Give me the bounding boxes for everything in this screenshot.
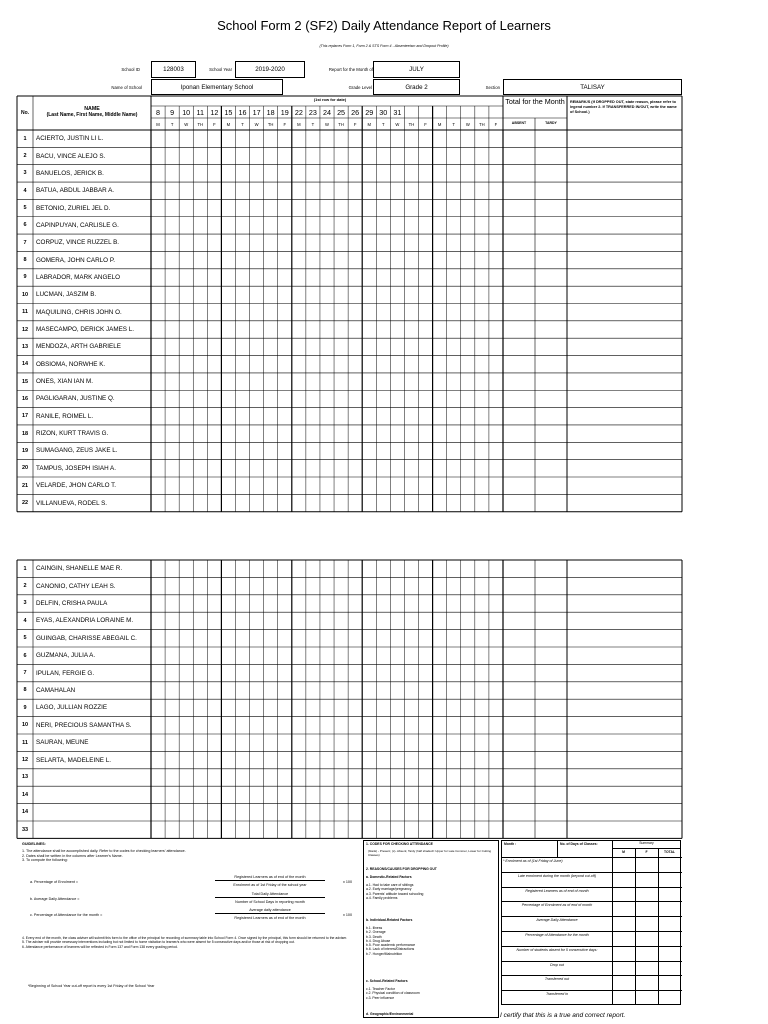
date-cell[interactable]: 30 [379, 107, 388, 117]
guideline-item: 6. Attendance performance of learners will be reflected in Form 137 and Form 138 every grading period. [22, 944, 178, 949]
guideline-item: 5. The adviser will provide necessary interventions including but not limited to home visitation to learner/s who were absent for 5 consecutive days and/or those at risk of dropping out. [22, 940, 295, 945]
learner-name: BACU, VINCE ALEJO S. [36, 152, 106, 160]
formula-a-label: a. Percentage of Enrolment = [30, 880, 79, 884]
row-number: 14 [21, 809, 29, 816]
formula-c-label: c. Percentage of Attendance for the month = [30, 913, 103, 917]
summary-row-label: Transferred in [545, 992, 569, 997]
learner-name: MASECAMPO, DERICK JAMES L. [36, 326, 134, 334]
row-number: 22 [21, 500, 29, 507]
row-number: 7 [23, 670, 27, 677]
learner-name: CAINGIN, SHANELLE MAE R. [36, 565, 123, 573]
summary-divider [557, 840, 558, 857]
learner-name: CORPUZ, VINCE RUZZEL B. [36, 239, 120, 247]
guideline-item: 3. To compute the following: [22, 858, 68, 863]
reason-item: b.1. Illness [366, 926, 383, 930]
row-number: 15 [21, 378, 29, 385]
guideline-item: 2. Dates shall be written in the columns after Learner's Name. [22, 853, 123, 858]
row-number: 10 [21, 722, 29, 729]
absent-header: ABSENT [511, 121, 527, 125]
learner-name: RIZON, KURT TRAVIS G. [36, 430, 109, 438]
row-number: 11 [22, 739, 28, 746]
summary-row-label: Number of students absent for 5 consecutive days: [516, 947, 598, 952]
learner-name: PAGLIGARAN, JUSTINE Q. [36, 395, 115, 403]
cutoff-footnote: *Beginning of School Year cut-off report is every 1st Friday of the School Year [28, 984, 155, 988]
learner-name: ONES, XIAN IAN M. [36, 378, 94, 386]
row-number: 12 [21, 757, 29, 764]
codes-heading: 1. CODES FOR CHECKING ATTENDANCE [366, 842, 433, 846]
learner-name: MAQUILING, CHRIS JOHN O. [36, 308, 122, 316]
weekday-cell: F [283, 121, 287, 127]
learner-name: BATUA, ABDUL JABBAR A. [36, 187, 115, 195]
date-cell[interactable] [433, 106, 447, 118]
learner-name: GUZMANA, JULIA A. [36, 652, 96, 660]
learner-name: NERI, PRECIOUS SAMANTHA S. [36, 721, 132, 729]
learner-name: DELFIN, CRISHA PAULA [36, 599, 108, 607]
school-year-field[interactable]: 2019-2020 [235, 61, 305, 78]
domestic-factors-list [366, 883, 423, 900]
summary-f-header: F [645, 850, 648, 854]
summary-row-line [501, 901, 682, 902]
learner-name: EYAS, ALEXANDRIA LORAINE M. [36, 617, 134, 625]
school-id-field[interactable]: 128003 [151, 61, 196, 78]
remarks-header: REMARK/S (If DROPPED OUT, state reason, please refer to legend number 2. If TRANSFERRED IN/OUT, write the name of School.) [570, 100, 677, 114]
date-cell[interactable]: 10 [182, 107, 191, 117]
row-number: 21 [21, 482, 29, 489]
date-cell[interactable] [475, 106, 489, 118]
col-name-subheader: (Last Name, First Name, Middle Name) [46, 112, 138, 118]
summary-row-line [501, 931, 682, 932]
summary-label: Summary [639, 841, 654, 845]
reason-item: c.3. Peer influence [366, 995, 395, 1000]
date-cell[interactable]: 12 [210, 107, 219, 117]
row-number: 11 [22, 309, 28, 316]
learner-name: SELARTA, MADELEINE L. [36, 756, 112, 764]
row-number: 9 [23, 274, 27, 281]
guidelines-list-2 [22, 936, 357, 949]
formula-b-numerator: Total Daily Attendance [215, 892, 325, 898]
reason-item: b.5. Poor academic performance [366, 943, 416, 948]
weekday-cell: T [382, 121, 385, 127]
weekday-cell: M [437, 121, 442, 127]
section-label: Section [485, 85, 500, 90]
weekday-cell: M [297, 121, 301, 127]
learner-name: GUINGAB, CHARISSE ABEGAIL C. [36, 634, 137, 642]
row-number: 16 [21, 395, 29, 402]
row-number: 5 [23, 205, 27, 212]
summary-m-header: M [622, 850, 625, 854]
learner-name: GOMERA, JOHN CARLO P. [36, 256, 115, 264]
summary-row-label: Percentage of Attendance for the month [525, 933, 589, 937]
domestic-heading: a. Domestic-Related Factors [366, 875, 412, 879]
reason-item: b.7. Hunger/Malnutrition [366, 951, 403, 956]
weekday-cell: F [424, 121, 427, 127]
row-number: 14 [21, 791, 29, 798]
summary-row-label: Transferred out [544, 977, 570, 982]
summary-month-label: Month : [504, 842, 517, 846]
learner-name: VILLANUEVA, RODEL S. [36, 499, 108, 507]
learner-name: SUMAGANG, ZEUS JAKE L. [36, 447, 118, 455]
guideline-item: 1. The attendance shall be accomplished daily. Refer to the codes for checking learners' attendance. [22, 849, 186, 853]
date-cell[interactable] [461, 106, 475, 118]
grade-field[interactable]: Grade 2 [373, 79, 460, 95]
learner-name: CAPINPUYAN, CARLISLE G. [36, 221, 119, 229]
row-number: 33 [21, 826, 29, 833]
date-cell[interactable]: 8 [156, 107, 161, 117]
summary-divider [612, 840, 613, 1005]
formula-b-label: b. Average Daily Attendance = [30, 897, 80, 901]
weekday-cell: TH [197, 121, 204, 127]
guidelines-heading: GUIDELINES: [22, 842, 46, 846]
weekday-cell: T [241, 121, 244, 127]
row-number: 6 [23, 652, 27, 659]
weekday-cell: W [395, 121, 400, 127]
tardy-header: TARDY [545, 121, 557, 125]
row-number: 10 [21, 291, 29, 298]
learner-name: CANONIO, CATHY LEAH S. [36, 582, 116, 590]
formula-c-numerator: Average daily attendance [215, 908, 325, 914]
certify-statement: I certify that this is a true and correct report. [500, 1012, 626, 1019]
reason-item: b.3. Death [366, 934, 382, 939]
summary-row-label: Late enrolment during the month (beyond cut-off) [517, 873, 597, 878]
date-cell[interactable]: 29 [365, 107, 374, 117]
weekday-cell: TH [338, 121, 344, 127]
summary-row-line [501, 990, 682, 991]
learner-name: IPULAN, FERGIE G. [36, 669, 95, 677]
learner-name: SAURAN, MEUNE [36, 739, 89, 747]
reason-item: b.4. Drug Abuse [366, 938, 391, 943]
date-cell[interactable]: 11 [196, 107, 204, 117]
summary-total-header: TOTAL [664, 850, 675, 854]
row-number: 13 [21, 343, 29, 350]
weekday-cell: F [213, 121, 216, 127]
learner-name: LAGO, JULLIAN ROZZIE [36, 704, 108, 712]
reason-item: a.1. Had to take care of siblings [366, 883, 414, 887]
row-number: 12 [21, 326, 29, 333]
summary-row-line [501, 872, 682, 873]
col-name-header: NAME [84, 106, 100, 112]
reason-item: c.1. Teacher Factor [366, 987, 395, 991]
learner-name: LUCMAN, JASZIM B. [36, 291, 97, 299]
col-no-header: No. [20, 110, 30, 116]
date-cell[interactable]: 16 [238, 107, 247, 117]
date-cell[interactable] [447, 106, 461, 118]
weekday-cell: W [465, 121, 470, 127]
dates-caption: (1st row for date) [313, 97, 347, 102]
learner-name: VELARDE, JHON CARLO T. [36, 482, 117, 490]
school-name-label: Name of School [111, 85, 142, 90]
individual-heading: b. Individual-Related Factors [366, 918, 413, 922]
date-cell[interactable]: 26 [351, 107, 360, 117]
individual-factors-list [366, 926, 415, 956]
date-cell[interactable]: 17 [252, 107, 261, 117]
date-cell[interactable] [419, 106, 433, 118]
summary-row-label: Average Daily Attendance [536, 918, 578, 923]
formula-a-multiplier: x 100 [343, 880, 353, 884]
row-number: 14 [21, 361, 29, 368]
total-month-header: Total for the Month [505, 97, 565, 106]
report-month-field[interactable]: JULY [373, 61, 460, 78]
school-factors-list [366, 987, 420, 1000]
date-cell[interactable]: 24 [322, 107, 331, 117]
row-number: 2 [23, 153, 27, 160]
date-cell[interactable]: 23 [308, 107, 317, 117]
date-cell[interactable]: 9 [170, 107, 175, 117]
learner-name: BETONIO, ZURIEL JEL D. [36, 204, 111, 212]
weekday-cell: W [325, 121, 329, 127]
school-factors-heading: c. School-Related Factors [366, 979, 408, 983]
row-number: 4 [23, 617, 27, 624]
weekday-cell: TH [408, 121, 415, 127]
summary-row-label: Percentage of Enrolment as of end of month [521, 903, 593, 908]
row-number: 8 [23, 257, 27, 264]
learner-name [33, 786, 151, 803]
codes-description: (blank) - Present; (x)- Absent; Tardy (half shaded= Upper for Late Commer, Lower for Cutting Classes) [368, 849, 492, 857]
summary-row-label: Drop out [550, 962, 564, 967]
weekday-cell: T [452, 121, 455, 127]
date-cell[interactable]: 31 [393, 107, 402, 117]
weekday-cell: M [156, 121, 160, 127]
date-cell[interactable]: 18 [266, 107, 275, 117]
date-cell[interactable]: 22 [294, 107, 303, 117]
summary-row-line [501, 916, 682, 917]
learner-name [33, 769, 151, 786]
school-name-field[interactable]: Iponan Elementary School [151, 79, 283, 95]
summary-days-label: No. of Days of Classes: [560, 842, 598, 846]
row-number: 7 [23, 239, 27, 246]
learner-name: MENDOZA, ARTH GABRIELE [36, 343, 121, 351]
summary-row-label: * Enrolment as of (1st Friday of June) [503, 859, 563, 863]
learner-name: ACIERTO, JUSTIN LI L. [36, 135, 104, 143]
reason-item: c.2. Physical condition of classroom [366, 991, 420, 996]
row-number: 2 [23, 583, 27, 590]
report-month-label: Report for the Month of [328, 67, 373, 72]
summary-row-line [501, 975, 682, 976]
formula-b-denominator: Number of School Days in reporting month [235, 900, 305, 904]
row-number: 3 [23, 600, 27, 607]
weekday-cell: F [353, 121, 357, 127]
reason-item: b.6. Lack of interest/Distractions [366, 947, 415, 952]
row-number: 8 [23, 687, 27, 694]
date-cell[interactable]: 19 [280, 107, 289, 117]
section-field[interactable]: TALISAY [503, 79, 682, 95]
reason-item: b.2. Overage [366, 930, 386, 935]
formula-c-denominator: Registered Learners as of end of the month [234, 916, 306, 920]
weekday-cell: M [367, 121, 371, 127]
reason-item: a.3. Parents' attitude toward schooling [366, 891, 424, 896]
learner-name: TAMPUS, JOSEPH ISIAH A. [36, 464, 117, 472]
summary-row-line [501, 946, 682, 947]
date-cell[interactable]: 25 [337, 107, 346, 117]
weekday-cell: TH [267, 121, 274, 127]
row-number: 5 [23, 635, 27, 642]
row-number: 19 [21, 447, 29, 454]
learner-name [33, 804, 151, 821]
summary-row-line [501, 857, 682, 858]
summary-row-line [501, 961, 682, 962]
school-year-label: School Year [209, 67, 232, 72]
reasons-heading: 2. REASONS/CAUSES FOR DROPPING OUT [366, 867, 437, 871]
date-cell[interactable]: 15 [224, 107, 233, 117]
summary-divider [612, 848, 681, 849]
formula-c-multiplier: x 100 [343, 913, 353, 917]
weekday-cell: T [311, 121, 315, 127]
learner-name: LABRADOR, MARK ANGELO [36, 273, 120, 281]
geographic-heading: d. Geographic/Environmental [366, 1012, 414, 1016]
row-number: 13 [21, 774, 29, 781]
row-number: 4 [23, 187, 27, 194]
weekday-cell: TH [479, 121, 485, 127]
row-number: 17 [21, 413, 29, 420]
guideline-item: 4. Every end of the month, the class adviser will submit this form to the office of the principal for recording of summary table into School Form 4. Once signed by the principal, this form should be returned to the adviser. [22, 936, 348, 940]
reason-item: a.2. Early marriage/pregnancy [366, 887, 412, 892]
learner-name: RANILE, ROIMEL L. [36, 412, 94, 420]
row-number: 1 [23, 135, 27, 142]
grade-label: Grade Level [348, 85, 372, 90]
weekday-cell: T [170, 121, 174, 127]
formula-a-numerator: Registered Learners as of end of the month [215, 875, 325, 881]
formula-a-denominator: Enrolment as of 1st Friday of the school year [233, 883, 307, 887]
learner-name: CAMAHALAN [36, 686, 76, 694]
date-cell[interactable] [404, 106, 418, 118]
learner-name: BANUELOS, JERICK B. [36, 169, 104, 177]
reason-item: a.4. Family problems [366, 895, 398, 900]
row-number: 6 [23, 222, 27, 229]
form-title: School Form 2 (SF2) Daily Attendance Report of Learners [217, 18, 551, 33]
row-number: 3 [23, 170, 27, 177]
learner-name [33, 821, 151, 838]
learner-name: OBSIOMA, NORWHE K. [36, 360, 106, 368]
weekday-cell: W [184, 121, 189, 127]
weekday-cell: F [494, 121, 498, 127]
row-number: 1 [23, 565, 27, 572]
summary-row-label: Registered Learners as of end of month [525, 888, 589, 893]
row-number: 18 [21, 430, 29, 437]
guidelines-list [22, 849, 352, 863]
row-number: 9 [23, 704, 27, 711]
form-subtitle: (This replaces Form 1, Form 2 & STS Form 4 - Absenteeism and Dropout Profile) [319, 44, 449, 48]
summary-row-line [501, 887, 682, 888]
weekday-cell: W [254, 121, 259, 127]
row-number: 20 [21, 465, 29, 472]
school-id-label: School ID [121, 67, 140, 72]
weekday-cell: M [226, 121, 231, 127]
